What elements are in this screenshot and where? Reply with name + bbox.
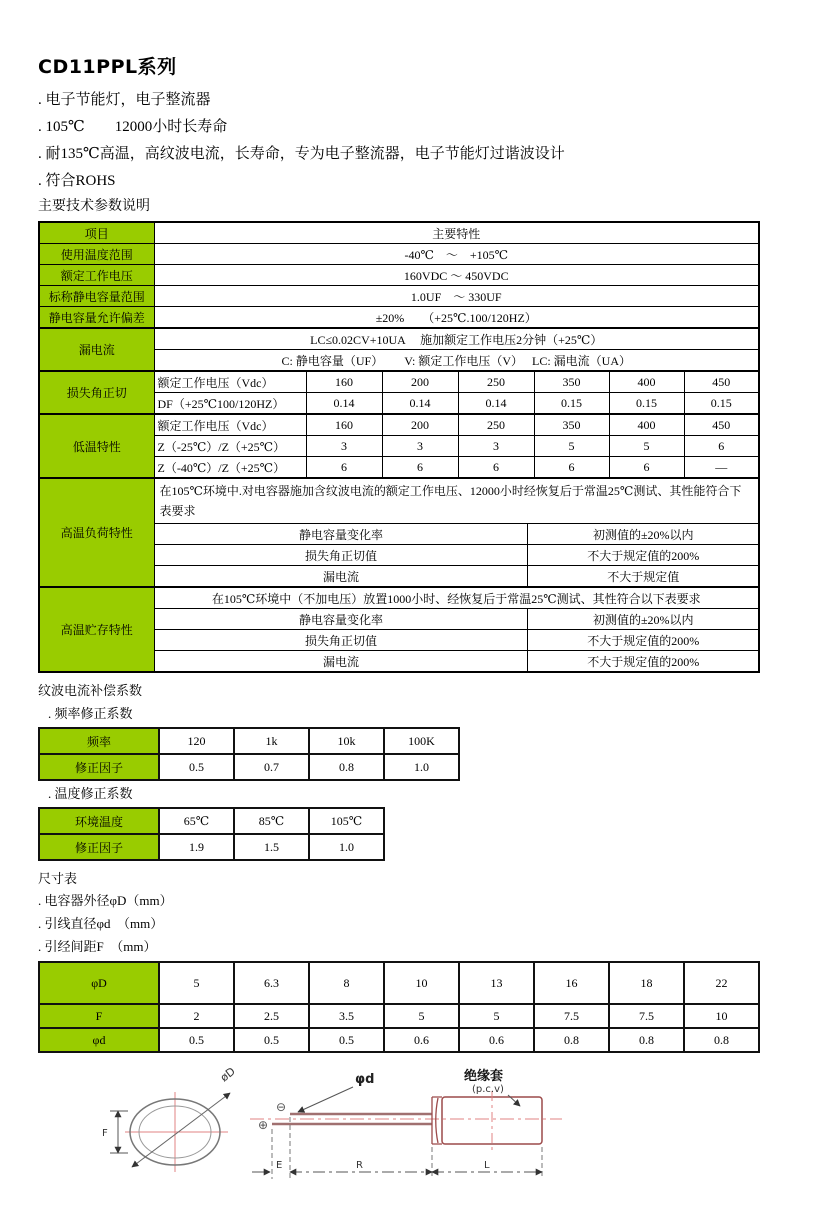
table-cell: 0.14: [382, 393, 458, 415]
minus-polarity-icon: ⊖: [276, 1100, 287, 1114]
row-label: 损失角正切: [39, 371, 154, 414]
criteria-limit: 不大于规定值的200%: [587, 548, 700, 563]
table-cell: 6: [306, 457, 382, 479]
freq-table-label: . 频率修正系数: [48, 706, 133, 721]
table-cell: 6: [684, 436, 759, 457]
sleeve-label: 绝缘套: [464, 1069, 504, 1084]
phi-D-label: øD: [217, 1067, 238, 1085]
phi-d-label: φd: [355, 1072, 375, 1087]
table-cell: 0.8: [309, 754, 384, 780]
row-label: 高温贮存特性: [39, 587, 154, 672]
table-cell: 7.5: [609, 1004, 684, 1028]
table-cell: 3: [458, 436, 534, 457]
table-cell: 0.14: [458, 393, 534, 415]
sub-label: Z（-40℃）/Z（+25℃）: [154, 457, 306, 479]
table-cell: 5: [459, 1004, 534, 1028]
table-row: [39, 808, 384, 834]
table-cell: 0.15: [609, 393, 684, 415]
table-row: [39, 478, 759, 524]
table-cell: 0.7: [234, 754, 309, 780]
l-dimension-label: L: [484, 1160, 490, 1171]
table-cell: 0.5: [159, 1028, 234, 1052]
row-label: 使用温度范围: [39, 244, 154, 265]
table-cell: 1.0: [309, 834, 384, 860]
capacitor-outline-diagram: [100, 1067, 570, 1202]
table-cell: 65℃: [159, 808, 234, 834]
criteria-limit: 初测值的±20%以内: [592, 612, 694, 627]
table-row: [39, 371, 759, 393]
table-cell: 160: [306, 371, 382, 393]
table-cell: 1k: [234, 728, 309, 754]
criteria-name: 静电容量变化率: [155, 609, 529, 629]
table-cell: 0.5: [159, 754, 234, 780]
table-row: [39, 962, 759, 1004]
table-cell: 1.5: [234, 834, 309, 860]
table-cell: [154, 609, 759, 630]
table-cell: 在105℃环境中.对电容器施加含纹波电流的额定工作电压、12000小时经恢复后于常温25℃测试、其性能符合下表要求: [154, 478, 759, 524]
table-row: [39, 834, 384, 860]
table-cell: 200: [382, 414, 458, 436]
table-cell: -40℃ ～ +105℃: [154, 244, 759, 265]
table-cell: 3: [382, 436, 458, 457]
table-cell: 6: [458, 457, 534, 479]
table-cell: 400: [609, 414, 684, 436]
table-row: [39, 265, 759, 286]
row-label: 低温特性: [39, 414, 154, 478]
criteria-name: 漏电流: [155, 651, 529, 671]
table-row: [39, 307, 759, 329]
sub-label: Z（-25℃）/Z（+25℃）: [154, 436, 306, 457]
table-cell: 5: [534, 436, 609, 457]
table-cell: 10: [684, 1004, 759, 1028]
table-cell: 160: [306, 414, 382, 436]
temp-table-label: . 温度修正系数: [48, 786, 133, 801]
table-cell: 6.3: [234, 962, 309, 1004]
sub-label: DF（+25℃100/120HZ）: [154, 393, 306, 415]
feature-bullet: . 电子节能灯，电子整流器: [38, 92, 211, 108]
r-dimension-label: R: [356, 1160, 363, 1171]
table-cell: 10: [384, 962, 459, 1004]
table-cell: 5: [609, 436, 684, 457]
feature-bullet: . 105℃ 12000小时长寿命: [38, 119, 228, 135]
temperature-correction-table: [38, 807, 385, 861]
table-cell: 85℃: [234, 808, 309, 834]
table-cell: 主要特性: [154, 222, 759, 244]
table-cell: LC≤0.02CV+10UA 施加额定工作电压2分钟（+25℃）: [154, 328, 759, 350]
row-label: 修正因子: [39, 754, 159, 780]
table-cell: —: [684, 457, 759, 479]
criteria-name: 损失角正切值: [155, 545, 529, 565]
table-cell: [154, 524, 759, 545]
dimension-bullet: . 引线直径φd （mm）: [38, 916, 164, 931]
table-row: [39, 1028, 759, 1052]
dimension-bullet: . 引经间距F （mm）: [38, 939, 157, 954]
criteria-limit: 初测值的±20%以内: [592, 527, 694, 542]
crimp-bead: [432, 1097, 442, 1144]
table-cell: 105℃: [309, 808, 384, 834]
table-cell: 6: [534, 457, 609, 479]
table-cell: 2: [159, 1004, 234, 1028]
table-cell: 18: [609, 962, 684, 1004]
table-cell: 16: [534, 962, 609, 1004]
table-cell: 450: [684, 371, 759, 393]
row-label: 频率: [39, 728, 159, 754]
end-view: [102, 1067, 238, 1172]
sub-label: 额定工作电压（Vdc）: [154, 371, 306, 393]
table-cell: 0.15: [534, 393, 609, 415]
ripple-section-title: 纹波电流补偿系数: [38, 683, 143, 698]
frequency-correction-table: [38, 727, 460, 781]
criteria-name: 漏电流: [155, 566, 529, 586]
criteria-limit: 不大于规定值的200%: [587, 633, 700, 648]
dimension-table: [38, 961, 760, 1053]
row-label: 高温负荷特性: [39, 478, 154, 587]
table-cell: 5: [384, 1004, 459, 1028]
plus-polarity-icon: ⊕: [258, 1118, 269, 1132]
table-cell: 250: [458, 371, 534, 393]
table-cell: 200: [382, 371, 458, 393]
table-cell: 350: [534, 414, 609, 436]
table-row: [39, 328, 759, 350]
feature-bullet: . 耐135℃高温，高纹波电流，长寿命，专为电子整流器，电子节能灯过谐波设计: [38, 146, 565, 162]
table-cell: 120: [159, 728, 234, 754]
table-row: [39, 587, 759, 609]
table-cell: [154, 545, 759, 566]
table-cell: 13: [459, 962, 534, 1004]
table-row: [39, 286, 759, 307]
row-label: 项目: [39, 222, 154, 244]
table-cell: 0.5: [309, 1028, 384, 1052]
table-cell: 1.0: [384, 754, 459, 780]
table-cell: 0.8: [609, 1028, 684, 1052]
sleeve-material-label: (p.c.v): [472, 1084, 504, 1095]
table-cell: 7.5: [534, 1004, 609, 1028]
page-title: CD11PPL系列: [38, 56, 177, 78]
table-cell: 160VDC ～ 450VDC: [154, 265, 759, 286]
table-cell: 450: [684, 414, 759, 436]
table-row: [39, 222, 759, 244]
table-cell: 3.5: [309, 1004, 384, 1028]
table-cell: 5: [159, 962, 234, 1004]
table-cell: 250: [458, 414, 534, 436]
table-cell: 6: [609, 457, 684, 479]
table-cell: 0.14: [306, 393, 382, 415]
table-cell: 0.8: [684, 1028, 759, 1052]
row-label: 额定工作电压: [39, 265, 154, 286]
table-cell: ±20% （+25℃.100/120HZ）: [154, 307, 759, 329]
dimensions-section-title: 尺寸表: [38, 871, 78, 886]
dimension-bullet: . 电容器外径φD（mm）: [38, 893, 173, 908]
table-cell: 8: [309, 962, 384, 1004]
table-row: [39, 414, 759, 436]
side-view: [250, 1068, 562, 1179]
table-cell: C: 静电容量（UF） V: 额定工作电压（V） LC: 漏电流（UA）: [154, 350, 759, 372]
row-label: F: [39, 1004, 159, 1028]
table-cell: 0.15: [684, 393, 759, 415]
table-cell: [154, 566, 759, 588]
criteria-limit: 不大于规定值的200%: [587, 654, 700, 669]
row-label: φd: [39, 1028, 159, 1052]
table-cell: 1.9: [159, 834, 234, 860]
table-cell: 0.6: [384, 1028, 459, 1052]
table-row: [39, 1004, 759, 1028]
e-dimension-label: E: [276, 1160, 283, 1171]
table-row: [39, 728, 459, 754]
table-cell: 100K: [384, 728, 459, 754]
table-row: [39, 754, 459, 780]
table-cell: [154, 651, 759, 673]
table-cell: 在105℃环境中（不加电压）放置1000小时、经恢复后于常温25℃测试、其性符合以下表要求: [154, 587, 759, 609]
table-cell: 0.6: [459, 1028, 534, 1052]
table-cell: 1.0UF ～ 330UF: [154, 286, 759, 307]
table-cell: 22: [684, 962, 759, 1004]
spec-section-label: 主要技术参数说明: [38, 199, 150, 214]
table-cell: 6: [382, 457, 458, 479]
table-cell: [154, 630, 759, 651]
row-label: 修正因子: [39, 834, 159, 860]
feature-bullet: . 符合ROHS: [38, 173, 116, 189]
sub-label: 额定工作电压（Vdc）: [154, 414, 306, 436]
row-label: 静电容量允许偏差: [39, 307, 154, 329]
table-cell: 3: [306, 436, 382, 457]
row-label: 标称静电容量范围: [39, 286, 154, 307]
criteria-name: 静电容量变化率: [155, 524, 529, 544]
row-label: 环境温度: [39, 808, 159, 834]
table-cell: 10k: [309, 728, 384, 754]
criteria-name: 损失角正切值: [155, 630, 529, 650]
table-cell: 400: [609, 371, 684, 393]
table-row: [39, 244, 759, 265]
row-label: 漏电流: [39, 328, 154, 371]
outline-drawing: [100, 1067, 826, 1207]
table-cell: 0.8: [534, 1028, 609, 1052]
table-cell: 2.5: [234, 1004, 309, 1028]
table-cell: 0.5: [234, 1028, 309, 1052]
row-label: φD: [39, 962, 159, 1004]
spec-table: [38, 221, 760, 673]
table-cell: 350: [534, 371, 609, 393]
f-dimension-label: F: [102, 1128, 108, 1139]
criteria-limit: 不大于规定值: [607, 569, 680, 584]
